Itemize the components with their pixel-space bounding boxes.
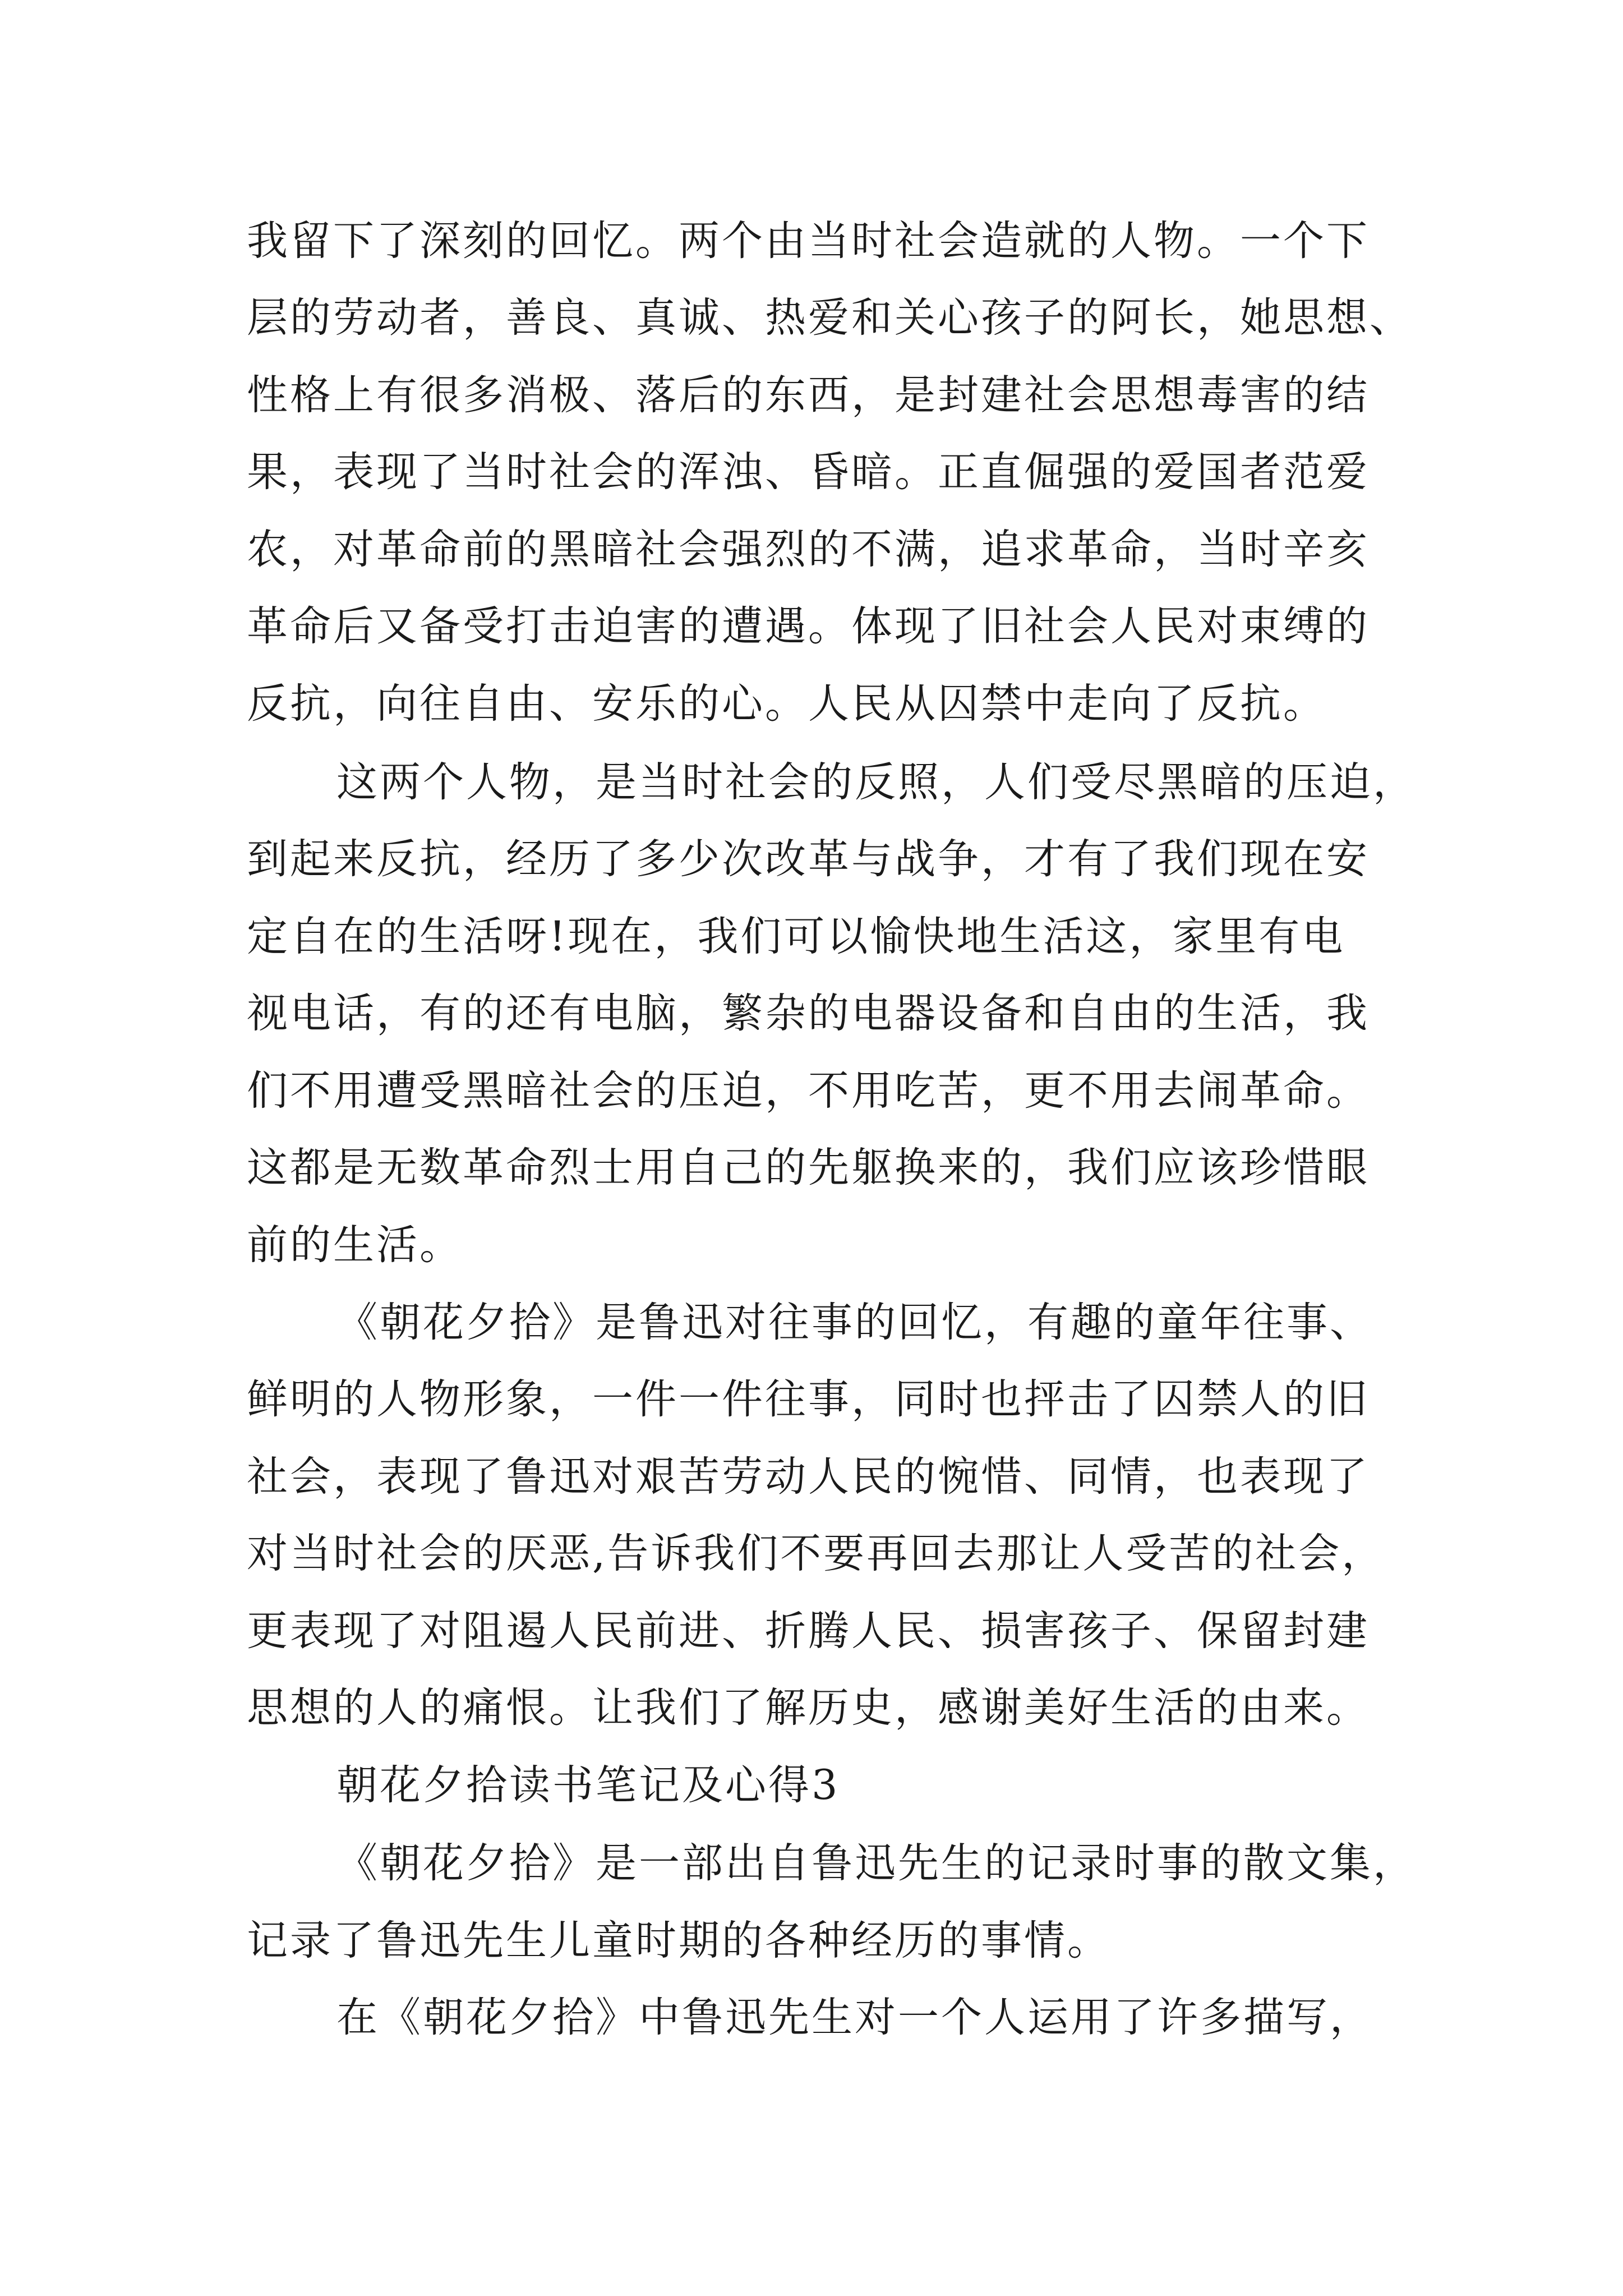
paragraph-line: 《朝花夕拾》是鲁迅对往事的回忆，有趣的童年往事、: [336, 1299, 1373, 1346]
paragraph-line: 《朝花夕拾》是一部出自鲁迅先生的记录时事的散文集，: [336, 1839, 1416, 1887]
paragraph-line: 这都是无数革命烈士用自己的先躯换来的，我们应该珍惜眼: [247, 1144, 1370, 1191]
paragraph-line: 农，对革命前的黑暗社会强烈的不满，追求革命，当时辛亥: [247, 526, 1370, 573]
paragraph-line: 在《朝花夕拾》中鲁迅先生对一个人运用了许多描写，: [336, 1994, 1373, 2041]
paragraph-line: 层的劳动者，善良、真诚、热爱和关心孩子的阿长，她思想、: [247, 294, 1413, 342]
paragraph-line: 更表现了对阻遏人民前进、折腾人民、损害孩子、保留封建: [247, 1607, 1370, 1655]
paragraph-line: 这两个人物，是当时社会的反照，人们受尽黑暗的压迫，: [336, 758, 1416, 806]
paragraph-line: 到起来反抗，经历了多少次改革与战争，才有了我们现在安: [247, 835, 1370, 883]
paragraph-line: 们不用遭受黑暗社会的压迫，不用吃苦，更不用去闹革命。: [247, 1067, 1370, 1115]
paragraph-line: 思想的人的痛恨。让我们了解历史，感谢美好生活的由来。: [247, 1684, 1370, 1732]
paragraph-line: 前的生活。: [247, 1221, 463, 1269]
paragraph-line: 记录了鲁迅先生儿童时期的各种经历的事情。: [247, 1917, 1110, 1964]
paragraph-line: 视电话，有的还有电脑，繁杂的电器设备和自由的生活，我: [247, 990, 1370, 1037]
paragraph-line: 社会，表现了鲁迅对艰苦劳动人民的惋惜、同情，也表现了: [247, 1453, 1370, 1501]
paragraph-line: 我留下了深刻的回忆。两个由当时社会造就的人物。一个下: [247, 217, 1370, 265]
section-heading: 朝花夕拾读书笔记及心得3: [336, 1761, 840, 1809]
paragraph-line: 反抗，向往自由、安乐的心。人民从囚禁中走向了反抗。: [247, 680, 1326, 728]
paragraph-line: 对当时社会的厌恶,告诉我们不要再回去那让人受苦的社会，: [247, 1530, 1385, 1577]
paragraph-line: 果，表现了当时社会的浑浊、昏暗。正直倔强的爱国者范爱: [247, 448, 1370, 496]
paragraph-line: 革命后又备受打击迫害的遭遇。体现了旧社会人民对束缚的: [247, 602, 1370, 650]
paragraph-line: 性格上有很多消极、落后的东西，是封建社会思想毒害的结: [247, 371, 1370, 419]
paragraph-line: 定自在的生活呀!现在，我们可以愉快地生活这，家里有电: [247, 913, 1345, 960]
paragraph-line: 鲜明的人物形象，一件一件往事，同时也抨击了囚禁人的旧: [247, 1375, 1370, 1423]
